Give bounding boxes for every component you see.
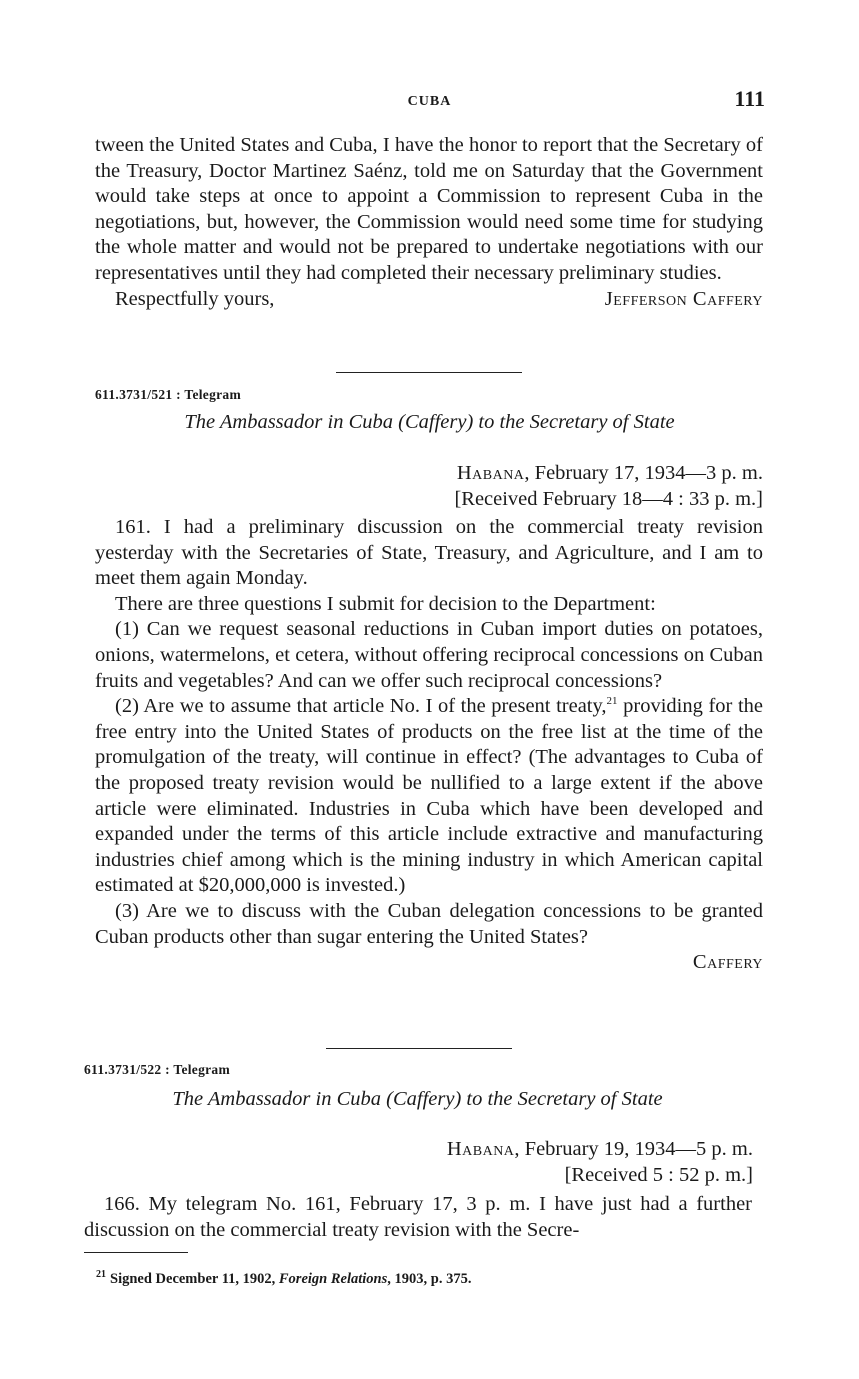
document-title: The Ambassador in Cuba (Caffery) to the Secretary of State [172, 1088, 663, 1110]
paragraph: (1) Can we request seasonal reductions in Cuban import duties on potatoes, onions, watermelons, et cetera, without offering reciprocal concessions on Cuban fruits and vegetables? And can we offer such reciprocal concessions? [95, 618, 763, 692]
section-divider [326, 1048, 512, 1049]
running-head: CUBA [407, 94, 452, 109]
document-title: The Ambassador in Cuba (Caffery) to the Secretary of State [184, 411, 675, 433]
closing-text: Respectfully yours, [115, 287, 275, 310]
closing-line [95, 287, 763, 313]
document-reference: 611.3731/521 : Telegram [95, 387, 242, 402]
dateline [454, 460, 763, 512]
paragraph: (3) Are we to discuss with the Cuban delegation concessions to be granted Cuban products other than sugar entering the United States? [95, 899, 763, 948]
letter-continuation [95, 133, 763, 312]
footnote: $^{21}$ Signed December 11, 1902, Foreign Relations, 1903, p. 375. [96, 1269, 472, 1287]
signature: Caffery [692, 951, 763, 974]
received-line: [Received 5 : 52 p. m.] [564, 1164, 753, 1186]
continuation-paragraph: tween the United States and Cuba, I have the honor to report that the Secretary of the Treasury, Doctor Martinez Saénz, told me on Saturday that the Government would take steps at once to appoint a Commission to represent Cuba in the negotiations, but, however, the Commission would need some time for studying the whole matter and would not be prepared to undertake negotiations with our representatives until they had completed their necessary preliminary studies. [95, 134, 763, 284]
signature: Jefferson Caffery [604, 287, 763, 310]
date: , February 17, 1934—3 p. m. [524, 462, 763, 484]
date: , February 19, 1934—5 p. m. [514, 1138, 753, 1160]
page-number: 111 [734, 86, 765, 111]
place: Habana [456, 462, 525, 484]
dateline [447, 1136, 753, 1188]
footnote-mark: 21 [96, 1269, 106, 1280]
paragraph: There are three questions I submit for decision to the Department: [115, 592, 656, 615]
footnote-divider [84, 1252, 188, 1253]
section-divider [336, 372, 522, 373]
footnote-ref: 21 [606, 695, 618, 708]
paragraph: (2) Are we to assume that article No. I of the present treaty,$^{21}$ providing for the free entry into the United States of products on the free list at the time of the promulgation of the treaty, will continue in effect? (The advantages to Cuba of the proposed treaty revision would be nullified to a large extent if the above article were eliminated. Industries in Cuba which have been developed and expanded under the terms of this article include extractive and manufacturing industries chief among which is the mining industry in which American capital estimated at $20,000,000 is invested.) [95, 695, 763, 897]
received-line: [Received February 18—4 : 33 p. m.] [454, 488, 763, 510]
document-reference: 611.3731/522 : Telegram [84, 1062, 231, 1077]
paragraph: 161. I had a preliminary discussion on the commercial treaty revision yesterday with the Secretaries of State, Treasury, and Agriculture, and I am to meet them again Monday. [95, 516, 763, 590]
place: Habana [446, 1138, 515, 1160]
telegram-body [84, 1192, 752, 1243]
paragraph: 166. My telegram No. 161, February 17, 3 p. m. I have just had a further discussion on the commercial treaty revision with the Secre- [84, 1193, 752, 1241]
telegram-body [95, 515, 763, 976]
